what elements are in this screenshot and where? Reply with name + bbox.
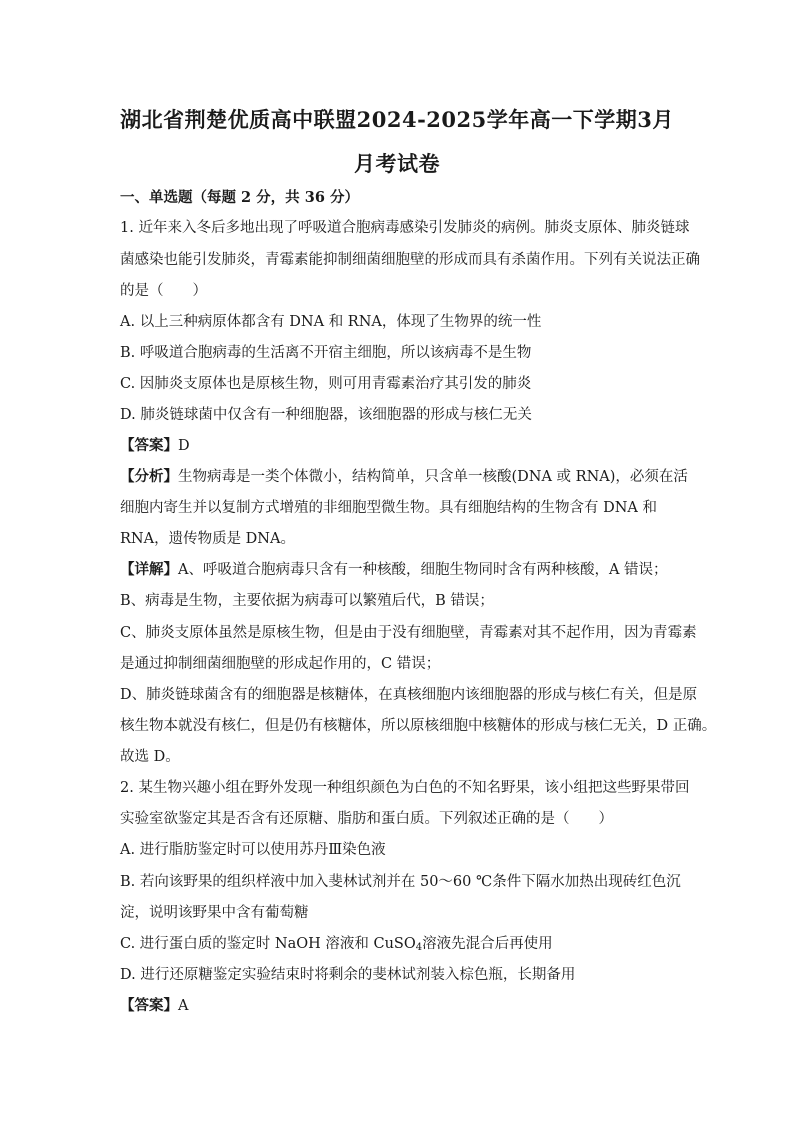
q2-option-c-pre: C. 进行蛋白质的鉴定时 NaOH 溶液和 CuSO [120,936,416,952]
q2-option-c-subscript: 4 [415,942,423,953]
q1-option-c: C. 因肺炎支原体也是原核生物，则可用青霉素治疗其引发的肺炎 [120,376,532,392]
q2-answer-label: 【答案】 [120,997,178,1014]
q1-stem-line-3: 的是（ ） [120,283,207,299]
q1-stem-line-1: 1. 近年来入冬后多地出现了呼吸道合胞病毒感染引发肺炎的病例。肺炎支原体、肺炎链球 [120,220,690,236]
q2-option-c-post: 溶液先混合后再使用 [422,936,553,952]
q1-analysis-label: 【分析】 [120,468,178,485]
q1-detail-text-1: A、呼吸道合胞病毒只含有一种核酸，细胞生物同时含有两种核酸，A 错误； [178,562,668,578]
section-heading: 一、单选题（每题 2 分，共 36 分） [120,189,359,206]
q1-answer-label: 【答案】 [120,437,178,454]
q1-option-d: D. 肺炎链球菌中仅含有一种细胞器，该细胞器的形成与核仁无关 [120,407,532,423]
q1-analysis-line-3: RNA，遗传物质是 DNA。 [120,531,295,547]
q2-stem-line-1: 2. 某生物兴趣小组在野外发现一种组织颜色为白色的不知名野果，该小组把这些野果带回 [120,780,690,796]
q1-option-b: B. 呼吸道合胞病毒的生活离不开宿主细胞，所以该病毒不是生物 [120,345,532,361]
q2-option-c [120,934,553,958]
q1-detail-line-3: C、肺炎支原体虽然是原核生物，但是由于没有细胞壁，青霉素对其不起作用，因为青霉素 [120,625,697,641]
q1-analysis-line-2: 细胞内寄生并以复制方式增殖的非细胞型微生物。具有细胞结构的生物含有 DNA 和 [120,500,657,516]
q1-detail-line-1 [120,560,668,580]
q2-answer-value: A [178,998,189,1014]
q2-option-b-line-2: 淀，说明该野果中含有葡萄糖 [120,905,309,921]
q1-detail-line-2: B、病毒是生物，主要依据为病毒可以繁殖后代，B 错误； [120,593,494,609]
q1-detail-line-4: 是通过抑制细菌细胞壁的形成起作用的，C 错误； [120,656,441,672]
q2-answer [120,996,188,1016]
q1-analysis-text-1: 生物病毒是一类个体微小，结构简单，只含单一核酸(DNA 或 RNA)，必须在活 [178,469,688,485]
q1-stem-line-2: 菌感染也能引发肺炎，青霉素能抑制细菌细胞壁的形成而具有杀菌作用。下列有关说法正确 [120,252,700,268]
q2-option-b-line-1: B. 若向该野果的组织样液中加入斐林试剂并在 50～60 ℃条件下隔水加热出现砖红色沉 [120,874,681,890]
q2-stem-line-2: 实验室欲鉴定其是否含有还原糖、脂肪和蛋白质。下列叙述正确的是（ ） [120,811,613,827]
q1-detail-line-5: D、肺炎链球菌含有的细胞器是核糖体，在真核细胞内该细胞器的形成与核仁有关，但是原 [120,687,698,703]
q1-detail-line-6: 核生物本就没有核仁，但是仍有核糖体，所以原核细胞中核糖体的形成与核仁无关，D 正确。 [120,718,717,734]
q1-answer [120,436,190,456]
q1-detail-label: 【详解】 [120,561,178,578]
q2-option-d: D. 进行还原糖鉴定实验结束时将剩余的斐林试剂装入棕色瓶，长期备用 [120,967,576,983]
doc-title-line-1: 湖北省荆楚优质高中联盟2024-2025学年高一下学期3月 [120,107,674,132]
doc-title-line-2: 月考试卷 [354,151,440,176]
q1-option-a: A. 以上三种病原体都含有 DNA 和 RNA，体现了生物界的统一性 [120,314,542,330]
q2-option-a: A. 进行脂肪鉴定时可以使用苏丹Ⅲ染色液 [120,842,386,858]
q1-analysis-line-1 [120,467,688,487]
q1-detail-line-7: 故选 D。 [120,749,180,765]
q1-answer-value: D [178,438,190,454]
